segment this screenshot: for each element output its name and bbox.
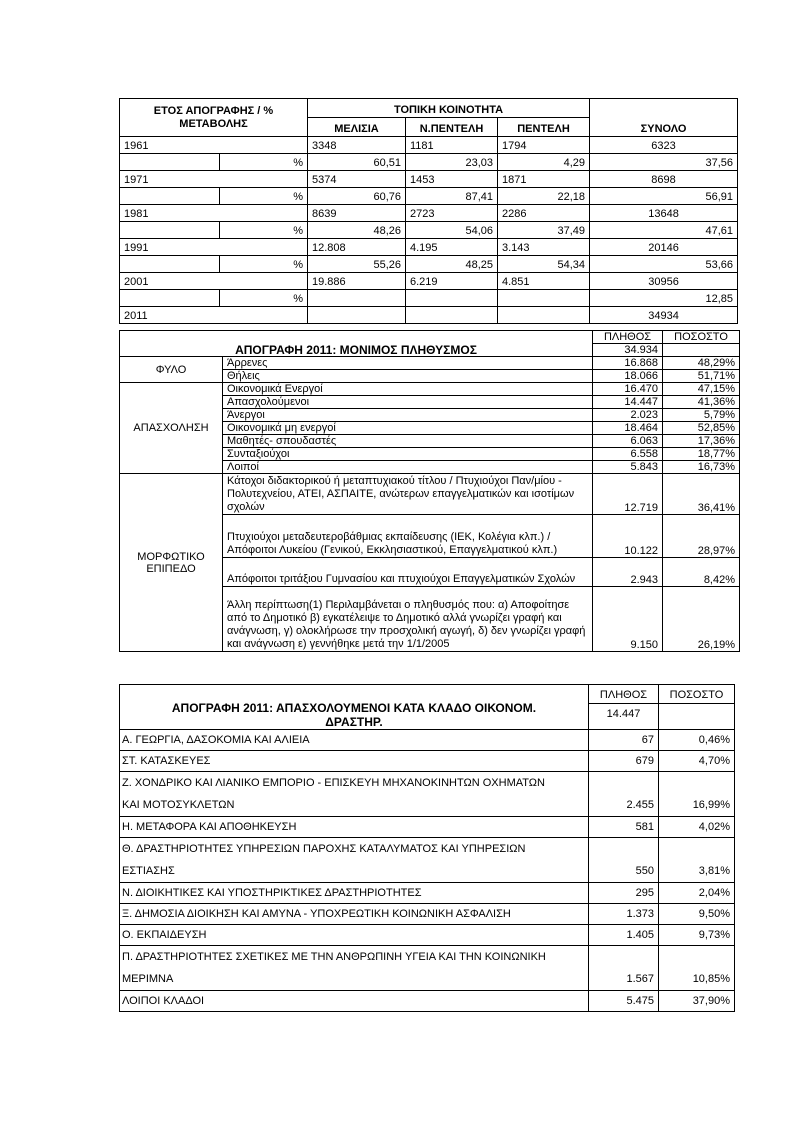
penteli-value: 2286: [498, 205, 590, 222]
sector-label-line2: ΚΑΙ ΜΟΤΟΣΥΚΛΕΤΩΝ: [122, 799, 235, 811]
melisia-value: 8639: [308, 205, 406, 222]
sector-count: 1.567: [589, 946, 659, 991]
employment-item-count: 6.558: [593, 448, 663, 461]
employment-item-count: 14.447: [593, 396, 663, 409]
employment-item-count: 2.023: [593, 409, 663, 422]
sector-total-pct: [659, 704, 735, 730]
penteli-header: ΠΕΝΤΕΛΗ: [498, 118, 590, 137]
sector-pct: 9,50%: [659, 904, 735, 925]
total-value: 30956: [590, 273, 738, 290]
employment-item-pct: 16,73%: [663, 461, 740, 474]
census-history-table: [119, 98, 738, 324]
employment-item-label: Λοιποί: [223, 461, 593, 474]
pct-spacer: [120, 290, 220, 307]
total-value: 8698: [590, 171, 738, 188]
sector-count: 295: [589, 883, 659, 904]
year-cell: 2011: [120, 307, 308, 324]
employment-item-pct: 18,77%: [663, 448, 740, 461]
sector-count: 67: [589, 730, 659, 751]
pct-sign: %: [220, 222, 308, 239]
employment-item-pct: 41,36%: [663, 396, 740, 409]
population-total: 34.934: [593, 344, 663, 357]
total-pct: 47,61: [590, 222, 738, 239]
sector-row: [120, 772, 735, 817]
education-item-label: Πτυχιούχοι μεταδευτεροβάθμιας εκπαίδευσης (ΙΕΚ, Κολέγια κλπ.) / Απόφοιτοι Λυκείου (Γενικού, Εκκλησιαστικού, Επαγγελματικού κλπ.): [223, 515, 593, 558]
sector-row: [120, 991, 735, 1012]
pct-header: ΠΟΣΟΣΤΟ: [663, 331, 740, 344]
census-pct-row: [120, 188, 738, 205]
npenteli-value: 6.219: [406, 273, 498, 290]
sector-label-line1: ΣΤ. ΚΑΤΑΣΚΕΥΕΣ: [122, 755, 211, 767]
year-cell: 1971: [120, 171, 308, 188]
pct-spacer: [120, 188, 220, 205]
total-pct: 37,56: [590, 154, 738, 171]
employment-item-count: 18.464: [593, 422, 663, 435]
sector-count: 550: [589, 838, 659, 883]
penteli-value: 4.851: [498, 273, 590, 290]
sector-label-line1: Α. ΓΕΩΡΓΙΑ, ΔΑΣΟΚΟΜΙΑ ΚΑΙ ΑΛΙΕΙΑ: [122, 734, 310, 746]
sector-rows: [120, 730, 735, 1012]
sector-pct: 4,70%: [659, 751, 735, 772]
census-year-row: [120, 239, 738, 256]
total-pct: 56,91: [590, 188, 738, 205]
education-item-pct: 8,42%: [663, 558, 740, 587]
npenteli-pct: 48,25: [406, 256, 498, 273]
census-pct-row: [120, 290, 738, 307]
sector-label: [120, 904, 589, 925]
sex-item-label: Θήλεις: [223, 370, 593, 383]
education-item-label: Κάτοχοι διδακτορικού ή μεταπτυχιακού τίτλου / Πτυχιούχοι Παν/μίου - Πολυτεχνείου, ΑΤΕΙ, ΑΣΠΑΙΤΕ, ανώτερων επαγγελματικών και ισοτίμων σχολών: [223, 474, 593, 515]
count-header: ΠΛΗΘΟΣ: [593, 331, 663, 344]
year-cell: 1991: [120, 239, 308, 256]
employment-item-label: Συνταξιούχοι: [223, 448, 593, 461]
census-year-row: [120, 137, 738, 154]
npenteli-value: 1181: [406, 137, 498, 154]
penteli-pct: 54,34: [498, 256, 590, 273]
sector-label: [120, 925, 589, 946]
employment-item-count: 16.470: [593, 383, 663, 396]
total-pct: 53,66: [590, 256, 738, 273]
sector-label: [120, 838, 589, 883]
year-header: ΕΤΟΣ ΑΠΟΓΡΑΦΗΣ / % ΜΕΤΑΒΟΛΗΣ: [120, 99, 308, 137]
pct-sign: %: [220, 256, 308, 273]
sector-label: [120, 946, 589, 991]
penteli-pct: 22,18: [498, 188, 590, 205]
npenteli-pct: 54,06: [406, 222, 498, 239]
sex-item-count: 16.868: [593, 357, 663, 370]
population-rows: [120, 357, 740, 652]
education-item-pct: 28,97%: [663, 515, 740, 558]
census-pct-row: [120, 154, 738, 171]
employment-item-count: 5.843: [593, 461, 663, 474]
melisia-value: 5374: [308, 171, 406, 188]
sector-title: ΑΠΟΓΡΑΦΗ 2011: ΑΠΑΣΧΟΛΟΥΜΕΝΟΙ ΚΑΤΑ ΚΛΑΔΟ ΟΙΚΟΝΟΜ. ΔΡΑΣΤΗΡ.: [120, 685, 589, 730]
employment-item-pct: 52,85%: [663, 422, 740, 435]
census-pct-row: [120, 256, 738, 273]
sector-label-line1: Η. ΜΕΤΑΦΟΡΑ ΚΑΙ ΑΠΟΘΗΚΕΥΣΗ: [122, 821, 297, 833]
education-item-count: 2.943: [593, 558, 663, 587]
sex-item-count: 18.066: [593, 370, 663, 383]
census-year-row: [120, 171, 738, 188]
sector-label-line2: ΕΣΤΙΑΣΗΣ: [122, 865, 175, 877]
education-item-label: Άλλη περίπτωση(1) Περιλαμβάνεται ο πληθυσμός που: α) Αποφοίτησε από το Δημοτικό β) εγκατέλειψε το Δημοτικό αλλά γνωρίζει γραφή και ανάγνωση, γ) ολοκλήρωσε την προσχολική αγωγή, δ) δεν γνωρίζει γραφή και ανάγνωση ε) γεννήθηκε μετά την 1/1/2005: [223, 587, 593, 652]
total-value: 6323: [590, 137, 738, 154]
penteli-value: 1794: [498, 137, 590, 154]
population-total-pct: [663, 344, 740, 357]
sector-label: [120, 772, 589, 817]
pct-spacer: [120, 256, 220, 273]
employment-item-label: Απασχολούμενοι: [223, 396, 593, 409]
sector-label: [120, 817, 589, 838]
sector-pct: 37,90%: [659, 991, 735, 1012]
employment-item-pct: 47,15%: [663, 383, 740, 396]
sector-label: [120, 883, 589, 904]
employment-label: ΑΠΑΣΧΟΛΗΣΗ: [120, 383, 223, 474]
sector-label-line1: Ξ. ΔΗΜΟΣΙΑ ΔΙΟΙΚΗΣΗ ΚΑΙ ΑΜΥΝΑ - ΥΠΟΧΡΕΩΤΙΚΗ ΚΟΙΝΩΝΙΚΗ ΑΣΦΑΛΙΣΗ: [122, 908, 511, 920]
melisia-value: 12.808: [308, 239, 406, 256]
sex-item-pct: 51,71%: [663, 370, 740, 383]
sector-total: 14.447: [589, 704, 659, 730]
sector-pct: 3,81%: [659, 838, 735, 883]
census-year-row: [120, 273, 738, 290]
sector-label: [120, 751, 589, 772]
education-item-label: Απόφοιτοι τριτάξιου Γυμνασίου και πτυχιούχοι Επαγγελματικών Σχολών: [223, 558, 593, 587]
sector-count: 1.373: [589, 904, 659, 925]
sector-label-line2: ΜΕΡΙΜΝΑ: [122, 973, 174, 985]
melisia-value: 19.886: [308, 273, 406, 290]
sector-row: [120, 883, 735, 904]
penteli-value: 1871: [498, 171, 590, 188]
sector-table: [119, 684, 735, 1012]
local-community-header: ΤΟΠΙΚΗ ΚΟΙΝΟΤΗΤΑ: [308, 99, 590, 118]
npenteli-pct: 23,03: [406, 154, 498, 171]
penteli-value: [498, 307, 590, 324]
pct-sign: %: [220, 188, 308, 205]
education-item-count: 9.150: [593, 587, 663, 652]
population-title: ΑΠΟΓΡΑΦΗ 2011: ΜΟΝΙΜΟΣ ΠΛΗΘΥΣΜΟΣ: [120, 331, 593, 357]
total-value: 34934: [590, 307, 738, 324]
education-row: [120, 474, 740, 515]
pct-sign: %: [220, 154, 308, 171]
penteli-pct: 37,49: [498, 222, 590, 239]
sector-label-line1: Ο. ΕΚΠΑΙΔΕΥΣΗ: [122, 929, 207, 941]
census-year-row: [120, 307, 738, 324]
total-value: 20146: [590, 239, 738, 256]
sex-row: [120, 357, 740, 370]
employment-item-count: 6.063: [593, 435, 663, 448]
employment-item-label: Μαθητές- σπουδαστές: [223, 435, 593, 448]
education-item-count: 10.122: [593, 515, 663, 558]
education-item-pct: 26,19%: [663, 587, 740, 652]
melisia-pct: 60,76: [308, 188, 406, 205]
melisia-pct: [308, 290, 406, 307]
sector-pct: 2,04%: [659, 883, 735, 904]
sex-item-pct: 48,29%: [663, 357, 740, 370]
employment-row: [120, 383, 740, 396]
sector-row: [120, 925, 735, 946]
sector-row: [120, 730, 735, 751]
pct-spacer: [120, 222, 220, 239]
npenteli-pct: [406, 290, 498, 307]
year-cell: 2001: [120, 273, 308, 290]
sector-label-line1: ΛΟΙΠΟΙ ΚΛΑΔΟΙ: [122, 995, 205, 1007]
npenteli-value: 4.195: [406, 239, 498, 256]
sector-row: [120, 838, 735, 883]
sector-label: [120, 991, 589, 1012]
penteli-pct: 4,29: [498, 154, 590, 171]
census-pct-row: [120, 222, 738, 239]
employment-item-pct: 5,79%: [663, 409, 740, 422]
total-pct: 12,85: [590, 290, 738, 307]
pct-spacer: [120, 154, 220, 171]
year-cell: 1961: [120, 137, 308, 154]
employment-item-label: Άνεργοι: [223, 409, 593, 422]
npenteli-pct: 87,41: [406, 188, 498, 205]
sector-row: [120, 946, 735, 991]
npenteli-value: 1453: [406, 171, 498, 188]
sector-row: [120, 904, 735, 925]
sex-item-label: Άρρενες: [223, 357, 593, 370]
census-rows: [120, 137, 738, 324]
sector-count: 2.455: [589, 772, 659, 817]
year-cell: 1981: [120, 205, 308, 222]
total-value: 13648: [590, 205, 738, 222]
sector-label-line1: Ν. ΔΙΟΙΚΗΤΙΚΕΣ ΚΑΙ ΥΠΟΣΤΗΡΙΚΤΙΚΕΣ ΔΡΑΣΤΗΡΙΟΤΗΤΕΣ: [122, 887, 422, 899]
population-2011-table: [119, 330, 740, 652]
sector-count: 679: [589, 751, 659, 772]
npenteli-header: Ν.ΠΕΝΤΕΛΗ: [406, 118, 498, 137]
sector-pct: 10,85%: [659, 946, 735, 991]
employment-item-label: Οικονομικά Ενεργοί: [223, 383, 593, 396]
sector-pct: 4,02%: [659, 817, 735, 838]
melisia-pct: 60,51: [308, 154, 406, 171]
melisia-value: [308, 307, 406, 324]
census-year-row: [120, 205, 738, 222]
sector-count: 5.475: [589, 991, 659, 1012]
melisia-pct: 48,26: [308, 222, 406, 239]
education-label: ΜΟΡΦΩΤΙΚΟ ΕΠΙΠΕΔΟ: [120, 474, 223, 652]
education-item-count: 12.719: [593, 474, 663, 515]
melisia-pct: 55,26: [308, 256, 406, 273]
sector-label-line1: Θ. ΔΡΑΣΤΗΡΙΟΤΗΤΕΣ ΥΠΗΡΕΣΙΩΝ ΠΑΡΟΧΗΣ ΚΑΤΑΛΥΜΑΤΟΣ ΚΑΙ ΥΠΗΡΕΣΙΩΝ: [122, 843, 526, 855]
sector-count: 581: [589, 817, 659, 838]
penteli-pct: [498, 290, 590, 307]
sector-count-header: ΠΛΗΘΟΣ: [589, 685, 659, 704]
sector-row: [120, 751, 735, 772]
sector-pct-header: ΠΟΣΟΣΤΟ: [659, 685, 735, 704]
employment-item-pct: 17,36%: [663, 435, 740, 448]
sector-pct: 16,99%: [659, 772, 735, 817]
employment-item-label: Οικονομικά μη ενεργοί: [223, 422, 593, 435]
total-header: ΣΥΝΟΛΟ: [590, 99, 738, 137]
sex-label: ΦΥΛΟ: [120, 357, 223, 383]
npenteli-value: 2723: [406, 205, 498, 222]
penteli-value: 3.143: [498, 239, 590, 256]
sector-pct: 9,73%: [659, 925, 735, 946]
melisia-header: ΜΕΛΙΣΙΑ: [308, 118, 406, 137]
sector-label-line1: Π. ΔΡΑΣΤΗΡΙΟΤΗΤΕΣ ΣΧΕΤΙΚΕΣ ΜΕ ΤΗΝ ΑΝΘΡΩΠΙΝΗ ΥΓΕΙΑ ΚΑΙ ΤΗΝ ΚΟΙΝΩΝΙΚΗ: [122, 951, 546, 963]
sector-pct: 0,46%: [659, 730, 735, 751]
education-item-pct: 36,41%: [663, 474, 740, 515]
sector-label: [120, 730, 589, 751]
sector-row: [120, 817, 735, 838]
pct-sign: %: [220, 290, 308, 307]
sector-label-line1: Ζ. ΧΟΝΔΡΙΚΟ ΚΑΙ ΛΙΑΝΙΚΟ ΕΜΠΟΡΙΟ - ΕΠΙΣΚΕΥΗ ΜΗΧΑΝΟΚΙΝΗΤΩΝ ΟΧΗΜΑΤΩΝ: [122, 777, 545, 789]
sector-count: 1.405: [589, 925, 659, 946]
melisia-value: 3348: [308, 137, 406, 154]
npenteli-value: [406, 307, 498, 324]
